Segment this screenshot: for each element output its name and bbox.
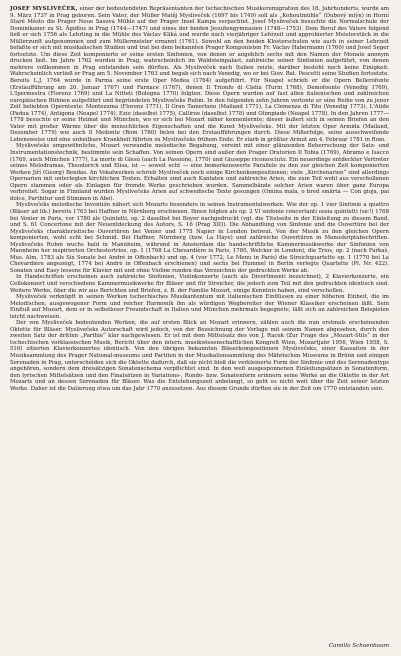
paragraph-3: Myslivečeks melodische Inventión nähert sich Mozarts besonders in seinen Instrumentalwerken. Wie der op. 1 vier Sinfonie a quattro (Bläser ad lib.) bereits 1763 bei Haffner in Nürnberg erschienen. Ihnen folgten als op. 2 VI sinfonie concertanti ossia quintetti (sic!) 1768 bei Venier in Paris, vor 1780 als Quintetti, op. 2 daselbst bei Boyer nachgedruckt (vgl. die Titelseite in der Einleitung zu diesem Band, und S. 61 Concertone mit der Neuentdeckung des Autors, S. 16 (Prag XII)). Die Abhandlung von Sinfonie und die Ouvertüre bei der Myslivečeks charakteristische Ouvertüren bei Venier und 1775 Napier in London betreut. Von der Musik zu den gleichen Opern komponierten, wohl echt bei Schmid. Bei Haffner, Nürnberg (bzw. La Haye) und zahlreiche Ouvertüren in Manuskriptabschriften. Myslivečeks Ruhm wuchs bald in Mannheim, während in Amsterdam die handschriftliche Kammermusikwerke der Sinfonien von Mannheim her inspirierten Orchestertrios, op. 1 (1768 La Chevardière in Paris, 1780, Welcker in London), die Trios, op. 2 (nach Farkaš, Mus. Alm. 1783 als Six Sonate bei André in Offenbach) und op. 4 (vor 1772, Le Menu in Paris) die Streichquartette op. 1 (1770 bei La Chevardière angezeigt, 1774 bei André in Offenbach erschienen) und sechs bei Hummel in Berlin verlegte Quartette (Pl. Nr. 422). Sonaten und Easy lessons für Klavier mit und ohne Violine runden das Verzeichnis der gedruckten Werke ab. xyxy=(10,202,389,274)
paragraph-1-text: einer der bedeutendsten Repräsentanten der tschechischen Musikeremigration des 18. Jahrhunderts, wurde am 9. März 1737 in Prag geboren. Sein Vater, der Müller Matěj Mysliveček (1697 bis 1749) soll als „Kohoutmühle“ (Dubový mlýn) in Horní Staré Město die Prager Neue Sasova Mühle auf der Prager Insel Kampa verpachtet. Josef Mysliveček besuchte die Normalschule der Dominikaner zu St. Ägidius in Prag (1744—1747) und eines der beiden Jesuitengymnasien (1748—1753). Dem Beruf des Vaters folgend ließ er sich 1756 als Lehrling in die Mühle des Václav Kliká und wurde nach vierjähriger Lehrzeit und approbierter Meisterstück in die Müllerzunft aufgenommen und zum Müllermeister ernannt (1761). Sowohl an den beiden Klosterschulen wie auch in seiner Lehrzeit befaßte er sich mit musikalischen Studien und trat bei dem bekannten Prager Komponisten Fr. Václav Habermann (1760) und Josef Seger fortsetzte. Um diese Zeit komponierte er seine ersten Sinfonien, von denen er angeblich sechs mit den Namen der Monate anonym drucken ließ. Im Jahre 1762 wurden in Prag, wahrscheinlich im Waldsteinpalast, zahlreiche seiner Sinfonien aufgeführt, von denen mehrere vollkommen in Prag entstanden sein dürften. Als Mysliveček nach Italien reiste, darüber besteht noch keine Einigkeit. Wahrscheinlich verließ er Prag am 5. November 1763 und begab sich nach Venedig, wo er bei Giov. Bat. Pescetti seine Studien fortsetzte. Bereits L.J. 1764 wurde in Parma seine erste Oper Medea (1764) aufgeführt. Für Neapel schrieb er die Opern Bellerofonte (Erstaufführung am 20. Januar 1767) und Farnace (1767), denen Il Trionfo di Clelia (Turin 1768), Demofoonte (Venedig 1769), L'Ipermestra (Florenz 1769) und La Nitteti (Bologna 1770) folgten. Diese Opern wurden auf fast allen italienischen und zahlreichen europäischen Bühnen aufgeführt und begründeten Myslivečeks Ruhm. In den folgenden zehn Jahren vertonte er eine Reihe von zu jener Zeit beliebten Operntexte: Montezuma (Florenz 1771), Il Gran Tamerlano (Mailand 1771), La Clemenza di Tito (Venedig 1773), L'Atide (Padua 1774), Antigona (Neapel 1774), Ezio (daselbst 1775), Calliroe (daselbst 1778) und Olimpiade (Neapel 1778). In den Jahren 1777—1778 besuchte er seine Heimat und München, wo er sich bei Mozart näher kennenlernte; dieser äußert sich in seinen Briefen an den Vater mit großer Wärme über die menschlichen Eigenschaften und die Kunst Myslivečeks. Mit der letzten Oper Armida (Mailand, Dezember 1779) wie auch Il Medonte (Rom 1780) fielen bei den Erstaufführungen durch. Diese Mißerfolge, seine ausschweifende Lebensweise und eine unheilbare Krankheit führten zu Myslivečeks frühem Ende. Er starb in größter Armut am 4. Februar 1781 in Rom. xyxy=(10,6,390,143)
author-signature: Camillo Schoenbaum xyxy=(328,643,389,650)
paragraph-4: In Handschriften erscheinen auch zahlreiche Sinfonien, Violinkonzerte (auch als Divertimenti bezeichnet), 2 Klavierkonzerte, ein Cellokonzert und verschiedene Kammermusikwerke für Bläser und für Streicher, die jedoch zum Teil mit den gedruckten identisch sind. Weitere Werke, über die wir aus Berichten und Briefen, z. B. der Familie Mozart, einige Kenntnis haben, sind verschollen. xyxy=(10,274,389,294)
paragraph-2: Myslivečeks umgewöhnliche, Mozart verwandte melodische Begabung, vereint mit einer glänzenden Beherrschung der Satz- und Instrumentationstechnik, bestimmte sein Schaffen. Von seinen Opern sind außer den Prager Oratorien Il Tobia (1769), Abramo e Isacco (1769, auch München 1777), La morte di Giesù (auch La Passione, 1770) und Giuseppe riconosciuto. Ein neuerdings entdeckter Vertreter seines Melodramas, Theodorich und Elisa, ist — soweit echt — eine bemerkenswerte Parallele zu den zur gleichen Zeit komponierten Werken Jiří (Georg) Bendas. An Vokalwerken schrieb Mysliveček noch einige Kirchenkompositionen; viele „Kirchenarien“ sind allerdings Opernarien mit unterlegten kirchlichen Texten. Erhalten sind auch Kantaten und zahlreiche Arien, die zum Teil wohl aus verschollenen Opern stammen oder als Einlagen für fremde Werke geschrieben wurden. Sammelbände solcher Arien waren über ganz Europa verbreitet. Sogar in Finnland wurden Myslivečeks Arien auf schwedische Texte gesungen (Omina mala, o bred smärta — Con gioja, pai dolce, Parthitur und Stimmen in Abo). xyxy=(10,143,389,202)
paragraph-intro xyxy=(10,6,389,143)
paragraph-5: Mysliveček verknüpft in seinen Werken tschechisches Musikantentum mit italienischen Einflüssen zu einer höheren Einheit, die im Melodischen, ausgewogener Form und reicher Harmonik ihn als würdigen Wegbereiter der Wiener Klassiker erscheinen läßt. Sein Einfluß auf Mozart, dem er in selbstloser Freundschaft in Italien und München mehrmals begegnete, läßt sich an zahlreichen Beispielen leicht nachweisen. xyxy=(10,294,389,320)
composer-name-heading: JOSEF MYSLIVEČEK, xyxy=(10,6,78,12)
paragraph-6: Der von Mysliveček bedeutenden Werken, die auf ersten Blick an Mozart erinnern, zählen auch die nun erstmals erscheinenden Oktette für Bläser. Myslivečeks Autorschaft wird jedoch, von der Bezeichnung der Vorlage mit seinem Namen abgesehen, durch den zweiten Satz der dritten „Parthie“ klar nachgewiesen. Er ist mit dem Mittelsatz des von J. Racek (Zur Frage des „Mozart-Stils“ in der tschechischen vorklassischen Musik, Bericht über den intern. musikwissenschaftlichen Kongreß Wien, Mozartjahr 1956, Wien 1958, S. 516) zitierten Klavierkonzertes identisch. Von den übrigen bekannten Bläserkompositionen Myslivečeks, einer Kassation in der Musiksammlung des Prager National-museums und Partiten in der Musikaliensammlung des Mährischen Museums in Brünn und einigen Serenaden in Prag, unterscheiden sich die Oktette dadurch, daß sie nicht bloß die verkleinerte Form der Sinfonie und des Serenadentyps angehören, sondern dem dreisätzigen Sonatenschema verpflichtet sind. In den weit ausgesponnenen Einleitungsätzen in Sonatenform, den lyrischen Mittelsätzen und den Finalsätzen in Variations-, Rondo- bzw. Sonatenform erinnern seine Werke an die Oktette in der Art Mozarts und an dessen Serenaden für Bläser. Was die Entstehungszeit anbelangt, so geht es nicht weit über die Zeit seiner letzten Werke. Daher ist die Datierung etwa um das Jahr 1770 anzusetzen. Aus diesem Grunde dürften sie in der Zeit um 1770 entstanden sein. xyxy=(10,320,389,392)
